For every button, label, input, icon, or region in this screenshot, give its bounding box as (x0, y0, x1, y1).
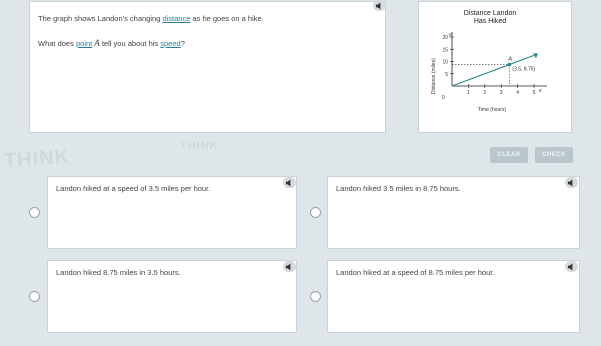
answer-choice-2-radio[interactable] (310, 207, 321, 218)
answer-3-speaker-icon[interactable] (283, 261, 296, 272)
background-think-text-small: THINK (180, 140, 219, 152)
answer-choice-2[interactable] (327, 176, 580, 249)
chart-x-letter: x (539, 88, 542, 94)
graph-panel (418, 1, 572, 133)
question-speaker-icon[interactable] (373, 0, 386, 11)
distance-graph (419, 2, 571, 132)
answer-1-speaker-icon[interactable] (283, 177, 296, 188)
answer-choice-4-radio[interactable] (310, 291, 321, 302)
check-button[interactable]: CHECK (535, 147, 573, 163)
y-tick-label-20: 20 (442, 35, 448, 41)
point-variable: A (94, 38, 100, 48)
question-line-2: What does point A tell you about his speed? (38, 38, 185, 48)
question-panel (29, 1, 386, 133)
y-tick-label-10: 10 (442, 59, 448, 66)
point-link[interactable]: point (75, 39, 93, 48)
answer-choice-1[interactable] (47, 176, 297, 249)
answer-choice-2-label: Landon hiked 3.5 miles in 8.75 hours. (336, 184, 461, 193)
answer-choice-4-label: Landon hiked at a speed of 8.75 miles per hour. (336, 268, 495, 277)
y-tick-label-5: 5 (445, 71, 448, 78)
answer-choice-1-label: Landon hiked at a speed of 3.5 miles per hour. (56, 184, 211, 193)
x-tick-label-3: 3 (499, 90, 503, 96)
background-think-text: THINK (3, 145, 71, 173)
answer-choice-4[interactable] (327, 260, 580, 333)
chart-x-axis-label: Time (hours) (477, 107, 507, 113)
answer-2-speaker-icon[interactable] (565, 177, 578, 188)
x-tick-label-5: 5 (532, 90, 536, 96)
x-tick-label-4: 4 (516, 90, 519, 96)
chart-y-axis-label: Distance (miles) (431, 58, 437, 94)
answer-choice-1-radio[interactable] (29, 207, 40, 218)
answer-choice-3-radio[interactable] (29, 291, 40, 302)
point-a-marker (508, 63, 512, 67)
chart-title-line-1: Distance Landon (463, 10, 517, 17)
distance-link[interactable]: distance (162, 14, 191, 23)
chart-y-letter: y (449, 32, 452, 38)
y-tick-label-15: 15 (442, 47, 448, 54)
speed-link[interactable]: speed (160, 39, 181, 48)
question-line-1: The graph shows Landon's changing distance as he goes on a hike. (38, 14, 264, 23)
x-tick-label-1: 1 (467, 90, 470, 96)
x-tick-label-2: 2 (483, 90, 487, 96)
clear-button[interactable]: CLEAR (490, 147, 528, 163)
answer-4-speaker-icon[interactable] (565, 261, 578, 272)
answer-choice-3-label: Landon hiked 8.75 miles in 3.5 hours. (56, 268, 181, 277)
point-a-coords: (3.5, 8.75) (512, 66, 536, 73)
chart-origin-label: 0 (442, 95, 445, 101)
chart-title-line-2: Has Hiked (473, 18, 507, 25)
point-a-label: A (508, 56, 513, 63)
answer-choice-3[interactable] (47, 260, 297, 333)
